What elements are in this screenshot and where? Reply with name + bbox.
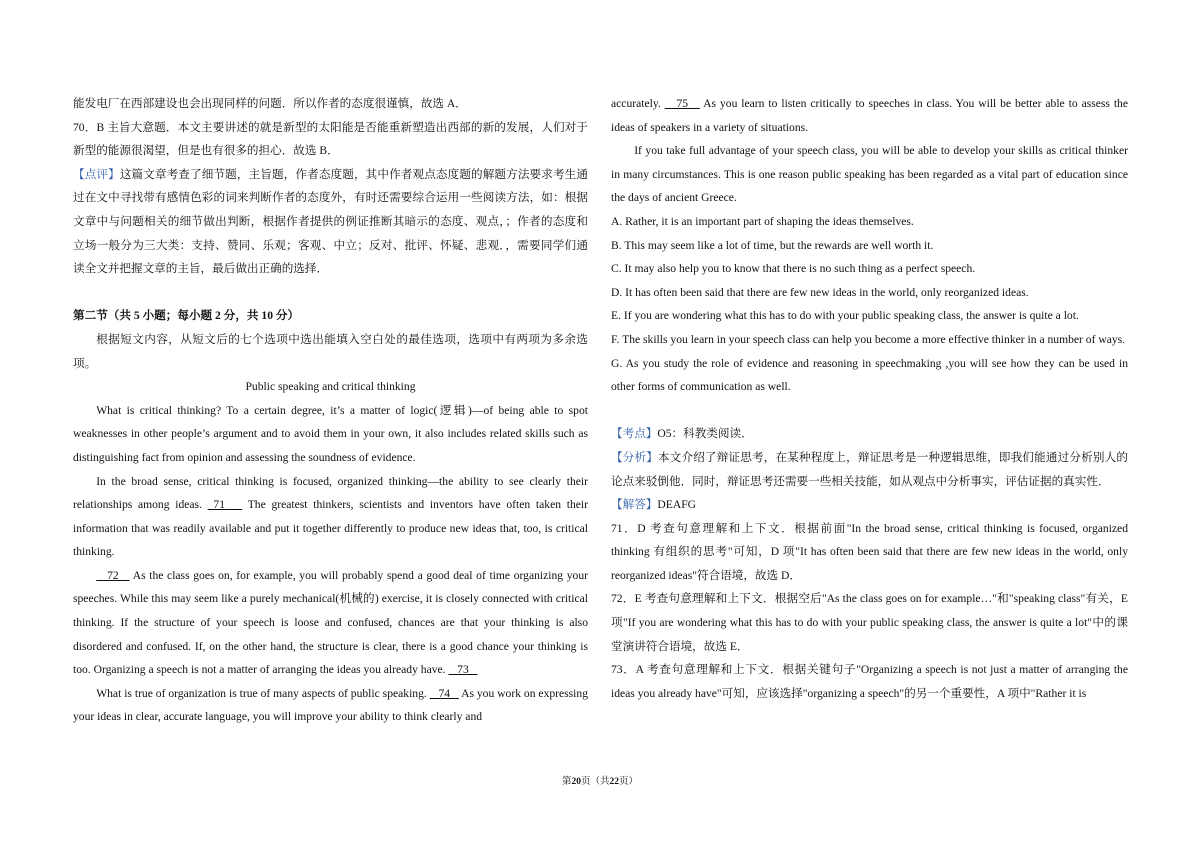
answer-69-continued: 能发电厂在西部建设也会出现同样的问题．所以作者的态度很谨慎，故选 A．	[73, 97, 467, 110]
passage-paragraph-4-continued: accurately. 75 As you learn to listen critically to speeches in class. You will be better able to assess the ideas of speakers in a variety of situations.	[611, 97, 1128, 134]
option-b: B. This may seem like a lot of time, but the rewards are well worth it.	[611, 238, 934, 252]
instructions: 根据短文内容，从短文后的七个选项中选出能填入空白处的最佳选项，选项中有两项为多余选项。	[73, 332, 588, 370]
blank-75: 75	[664, 97, 700, 110]
right-column	[611, 92, 1128, 705]
left-column	[73, 92, 588, 729]
comment-text: 这篇文章考查了细节题，主旨题，作者态度题，其中作者观点态度题的解题方法要求考生通过在文中寻找带有感情色彩的词来判断作者的态度外，有时还需要综合运用一些阅读方法，如：根据文章中与问题相关的细节做出判断，根据作者提供的例证推断其暗示的态度、观点，；作者的态度和立场一般分为三大类：支持、赞同、乐观；客观、中立；反对、批评、怀疑、悲观．，需要同学们通读全文并把握文章的主旨，最后做出正确的选择．	[73, 167, 588, 276]
passage-paragraph-3: 72 As the class goes on, for example, you will probably spend a good deal of time organizing your speeches. While this may seem like a purely mechanical(机械的) exercise, it is closely connected with critical thinking. If the structure of your speech is loose and confused, chances are that your thinking is also disordered and confused. If, on the other hand, the structure is clear, there is a good chance your thinking is too. Organizing a speech is not a matter of arranging the ideas you already have. 73	[73, 568, 588, 677]
kaodian-paragraph: 【考点】O5：科教类阅读．	[611, 427, 753, 441]
option-f: F. The skills you learn in your speech class can help you become a more effective thinker in a number of ways.	[611, 332, 1126, 346]
comment-tag: 【点评】	[73, 167, 120, 181]
page-total: 22	[609, 777, 619, 787]
passage-paragraph-4: What is true of organization is true of many aspects of public speaking. 74 As you work on expressing your ideas in clear, accurate language, you will improve your ability to think clearly and	[73, 686, 589, 724]
passage-paragraph-5: If you take full advantage of your speech class, you will be able to develop your skills as critical thinker in many circumstances. This is one reason public speaking has been regarded as a vital part of education since the days of ancient Greece.	[611, 144, 1128, 205]
answer-70: 70．B 主旨大意题．本文主要讲述的就是新型的太阳能是否能重新塑造出西部的新的发展，人们对于新型的能源很渴望，但是也有很多的担心．故选 B．	[73, 120, 588, 158]
option-g: G. As you study the role of evidence and reasoning in speechmaking ,you will see how they can be used in other forms of communication as well.	[611, 356, 1128, 394]
page-footer: 第20页（共22页）	[561, 777, 639, 787]
answer-71: 71．D 考查句意理解和上下文．根据前面"In the broad sense, critical thinking is focused, organized thinking 有组织的思考"可知，D 项"It has often been said that there are few new ideas in the world, only reorganized ideas"符合语境，故选 D．	[611, 521, 1128, 582]
blank-73: 73	[448, 663, 478, 677]
option-e: E. If you are wondering what this has to do with your public speaking class, the answer is quite a lot.	[611, 309, 1079, 323]
option-c: C. It may also help you to know that there is no such thing as a perfect speech.	[611, 262, 976, 276]
comment-paragraph	[73, 163, 588, 281]
passage-title: Public speaking and critical thinking	[245, 380, 416, 394]
fenxi-paragraph: 【分析】本文介绍了辩证思考，在某种程度上，辩证思考是一种逻辑思维，即我们能通过分析别人的论点来驳倒他．同时，辩证思考还需要一些相关技能，如从观点中分析事实，评估证据的真实性．	[611, 450, 1128, 488]
option-a: A. Rather, it is an important part of shaping the ideas themselves.	[611, 214, 914, 228]
answer-72: 72．E 考查句意理解和上下文．根据空后"As the class goes on for example…"和"speaking class"有关，E 项"If you are wondering what this has to do with your public speaking class, the answer is quite a lot"中的课堂演讲符合语境，故选 E．	[611, 592, 1128, 653]
jieda-paragraph: 【解答】DEAFG	[611, 498, 697, 512]
answer-73: 73．A 考查句意理解和上下文．根据关键句子"Organizing a speech is not just a matter of arranging the ideas you already have"可知，应该选择"organizing a speech"的另一个重要性，A 项中"Rather it is	[611, 663, 1128, 700]
passage-paragraph-1: What is critical thinking? To a certain degree, it’s a matter of logic(逻辑)—of being able to spot weaknesses in other people’s argument and to avoid them in your own, it also includes related skills such as distinguishing fact from opinion and assessing the soundness of evidence.	[73, 403, 588, 464]
fenxi-tag: 【分析】	[611, 450, 659, 464]
section-title: 第二节（共 5 小题；每小题 2 分，共 10 分）	[73, 309, 300, 323]
kaodian-tag: 【考点】	[611, 427, 658, 441]
jieda-tag: 【解答】	[611, 498, 658, 512]
passage-paragraph-2: In the broad sense, critical thinking is focused, organized thinking—the ability to see clearly their relationships among ideas. 71 The greatest thinkers, scientists and inventors have often taken their information that was readily available and put it together differently to produce new ideas that, too, is critical thinking.	[73, 474, 589, 559]
blank-74: 74	[429, 686, 459, 700]
page-number: 20	[571, 777, 581, 787]
option-d: D. It has often been said that there are few new ideas in the world, only reorganized ideas.	[611, 285, 1029, 299]
blank-71: 71	[207, 498, 243, 512]
blank-72: 72	[96, 568, 130, 582]
